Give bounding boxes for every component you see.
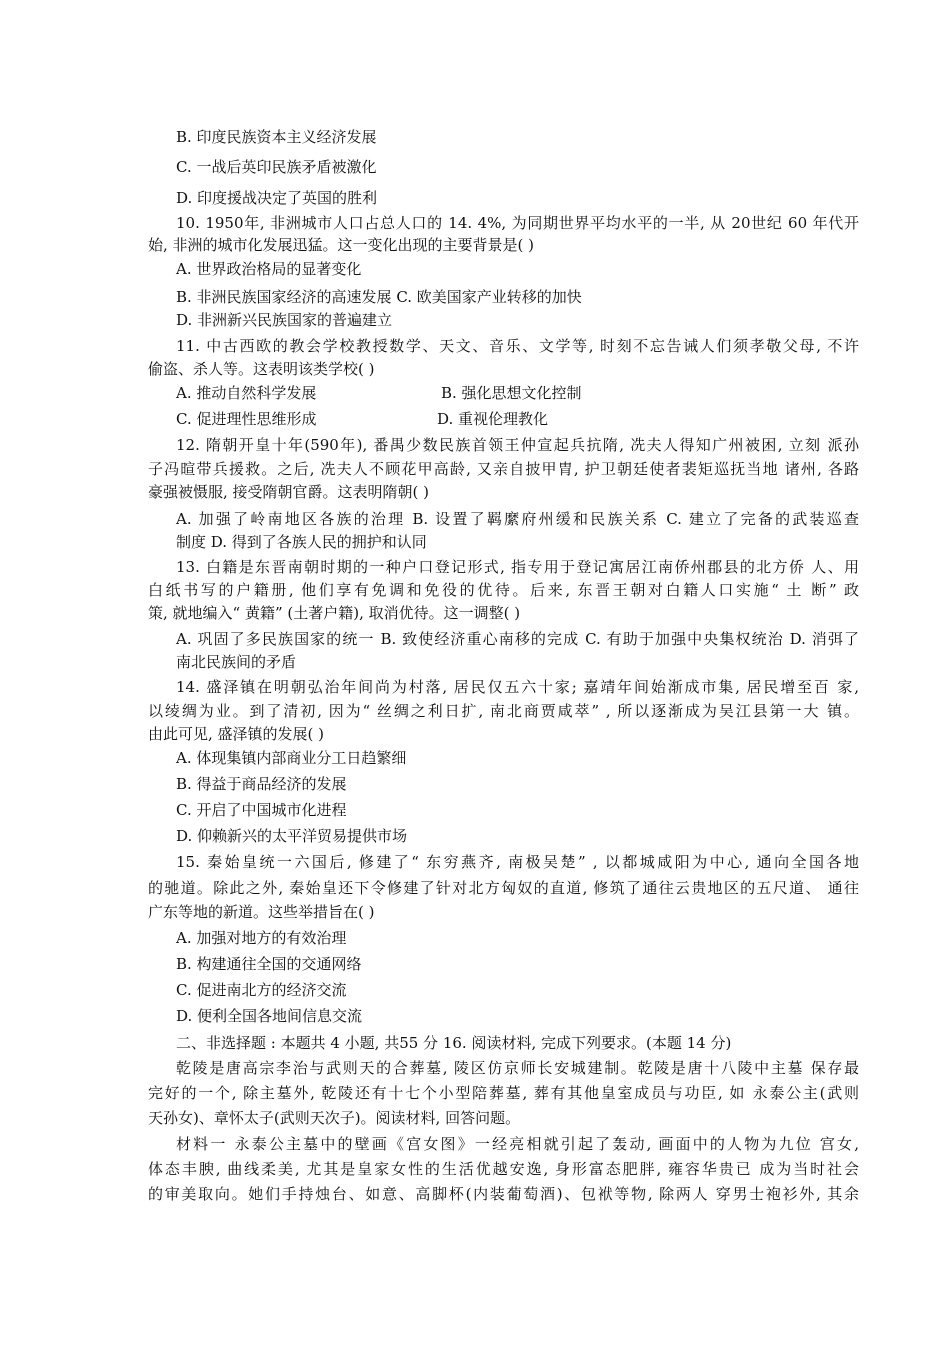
section2-para2-line2: 体态丰腴, 曲线柔美, 尤其是皇家女性的生活优越安逸, 身形富态肥胖, 雍容华贵已 成为当时社会 bbox=[148, 1160, 859, 1178]
q9-option-b: B. 印度民族资本主义经济发展 bbox=[176, 128, 377, 146]
section2-para1-line2: 完好的一个, 除主墓外, 乾陵还有十七个小型陪葬墓, 葬有其他皇室成员与功臣, 如 永泰公主(武则 bbox=[148, 1084, 859, 1102]
q10-option-d: D. 非洲新兴民族国家的普遍建立 bbox=[176, 311, 393, 329]
q13-stem-line3: 策, 就地编入“ 黄籍” (土著户籍), 取消优待。这一调整( ) bbox=[148, 604, 521, 622]
q14-stem-line3: 由此可见, 盛泽镇的发展( ) bbox=[148, 725, 325, 743]
q13-options-line1: A. 巩固了多民族国家的统一 B. 致使经济重心南移的完成 C. 有助于加强中央集权统治 D. 消弭了 bbox=[176, 630, 859, 648]
q11-option-c: C. 促进理性思维形成 bbox=[176, 410, 317, 428]
q12-options-line1: A. 加强了岭南地区各族的治理 B. 设置了羁縻府州缓和民族关系 C. 建立了完备的武装巡查 bbox=[176, 510, 859, 528]
q14-option-d: D. 仰赖新兴的太平洋贸易提供市场 bbox=[176, 827, 408, 845]
section2-heading: 二、非选择题 : 本题共 4 小题, 共55 分 16. 阅读材料, 完成下列要求。(本题 14 分) bbox=[176, 1034, 732, 1052]
q13-options-line2: 南北民族间的矛盾 bbox=[176, 653, 297, 671]
q15-stem-line3: 广东等地的新道。这些举措旨在( ) bbox=[148, 903, 375, 921]
q11-stem-line2: 偷盗、杀人等。这表明该类学校( ) bbox=[148, 360, 375, 378]
q10-stem-line2: 始, 非洲的城市化发展迅猛。这一变化出现的主要背景是( ) bbox=[148, 236, 535, 254]
q14-option-b: B. 得益于商品经济的发展 bbox=[176, 775, 347, 793]
q12-options-line2: 制度 D. 得到了各族人民的拥护和认同 bbox=[176, 533, 427, 551]
q15-option-c: C. 促进南北方的经济交流 bbox=[176, 981, 347, 999]
q11-option-b: B. 强化思想文化控制 bbox=[441, 384, 582, 402]
q10-stem-line1: 10. 1950年, 非洲城市人口占总人口的 14. 4%, 为同期世界平均水平的一半, 从 20世纪 60 年代开 bbox=[176, 214, 859, 232]
q12-stem-line3: 豪强被慑服, 接受隋朝官爵。这表明隋朝( ) bbox=[148, 483, 430, 501]
q11-option-d: D. 重视伦理教化 bbox=[437, 410, 549, 428]
q15-stem-line1: 15. 秦始皇统一六国后, 修建了“ 东穷燕齐, 南极吴楚” , 以都城咸阳为中心, 通向全国各地 bbox=[176, 853, 859, 871]
section2-para1-line1: 乾陵是唐高宗李治与武则天的合葬墓, 陵区仿京师长安城建制。乾陵是唐十八陵中主墓 保存最 bbox=[176, 1059, 859, 1077]
q13-stem-line1: 13. 白籍是东晋南朝时期的一种户口登记形式, 指专用于登记寓居江南侨州郡县的北方侨 人、用 bbox=[176, 558, 859, 576]
q15-option-d: D. 便利全国各地间信息交流 bbox=[176, 1007, 363, 1025]
q12-stem-line1: 12. 隋朝开皇十年(590年), 番禺少数民族首领王仲宣起兵抗隋, 冼夫人得知广州被困, 立刻 派孙 bbox=[176, 436, 859, 454]
q15-option-b: B. 构建通往全国的交通网络 bbox=[176, 955, 362, 973]
section2-para2-line3: 的审美取向。她们手持烛台、如意、高脚杯(内装葡萄酒)、包袱等物, 除两人 穿男士袍衫外, 其余 bbox=[148, 1185, 859, 1203]
q12-stem-line2: 子冯暄带兵援救。之后, 冼夫人不顾花甲高龄, 又亲自披甲胄, 护卫朝廷使者裴矩巡抚当地 诸州, 各路 bbox=[148, 460, 859, 478]
section2-para1-line3: 天孙女)、章怀太子(武则天次子)。阅读材料, 回答问题。 bbox=[148, 1109, 521, 1127]
q11-option-a: A. 推动自然科学发展 bbox=[176, 384, 317, 402]
q14-stem-line2: 以绫绸为业。到了清初, 因为“ 丝绸之利日扩, 南北商贾咸萃” , 所以逐渐成为吴江县第一大 镇。 bbox=[148, 702, 859, 720]
q14-stem-line1: 14. 盛泽镇在明朝弘治年间尚为村落, 居民仅五六十家; 嘉靖年间始渐成市集, 居民增至百 家, bbox=[176, 678, 859, 696]
q14-option-c: C. 开启了中国城市化进程 bbox=[176, 801, 347, 819]
section2-para2-line1: 材料一 永泰公主墓中的壁画《宫女图》一经亮相就引起了轰动, 画面中的人物为九位 宫女, bbox=[176, 1135, 859, 1153]
q15-stem-line2: 的驰道。除此之外, 秦始皇还下令修建了针对北方匈奴的直道, 修筑了通往云贵地区的五尺道、 通往 bbox=[148, 879, 859, 897]
q10-option-a: A. 世界政治格局的显著变化 bbox=[176, 260, 362, 278]
q15-option-a: A. 加强对地方的有效治理 bbox=[176, 929, 347, 947]
q14-option-a: A. 体现集镇内部商业分工日趋繁细 bbox=[176, 749, 407, 767]
q9-option-d: D. 印度援战决定了英国的胜利 bbox=[176, 189, 378, 207]
q11-stem-line1: 11. 中古西欧的教会学校教授数学、天文、音乐、文学等, 时刻不忘告诫人们须孝敬父母, 不许 bbox=[176, 337, 859, 355]
q9-option-c: C. 一战后英印民族矛盾被激化 bbox=[176, 158, 377, 176]
q10-option-bc: B. 非洲民族国家经济的高速发展 C. 欧美国家产业转移的加快 bbox=[176, 288, 582, 306]
q13-stem-line2: 白纸书写的户籍册, 他们享有免调和免役的优待。后来, 东晋王朝对白籍人口实施“ 土 断” 政 bbox=[148, 581, 859, 599]
